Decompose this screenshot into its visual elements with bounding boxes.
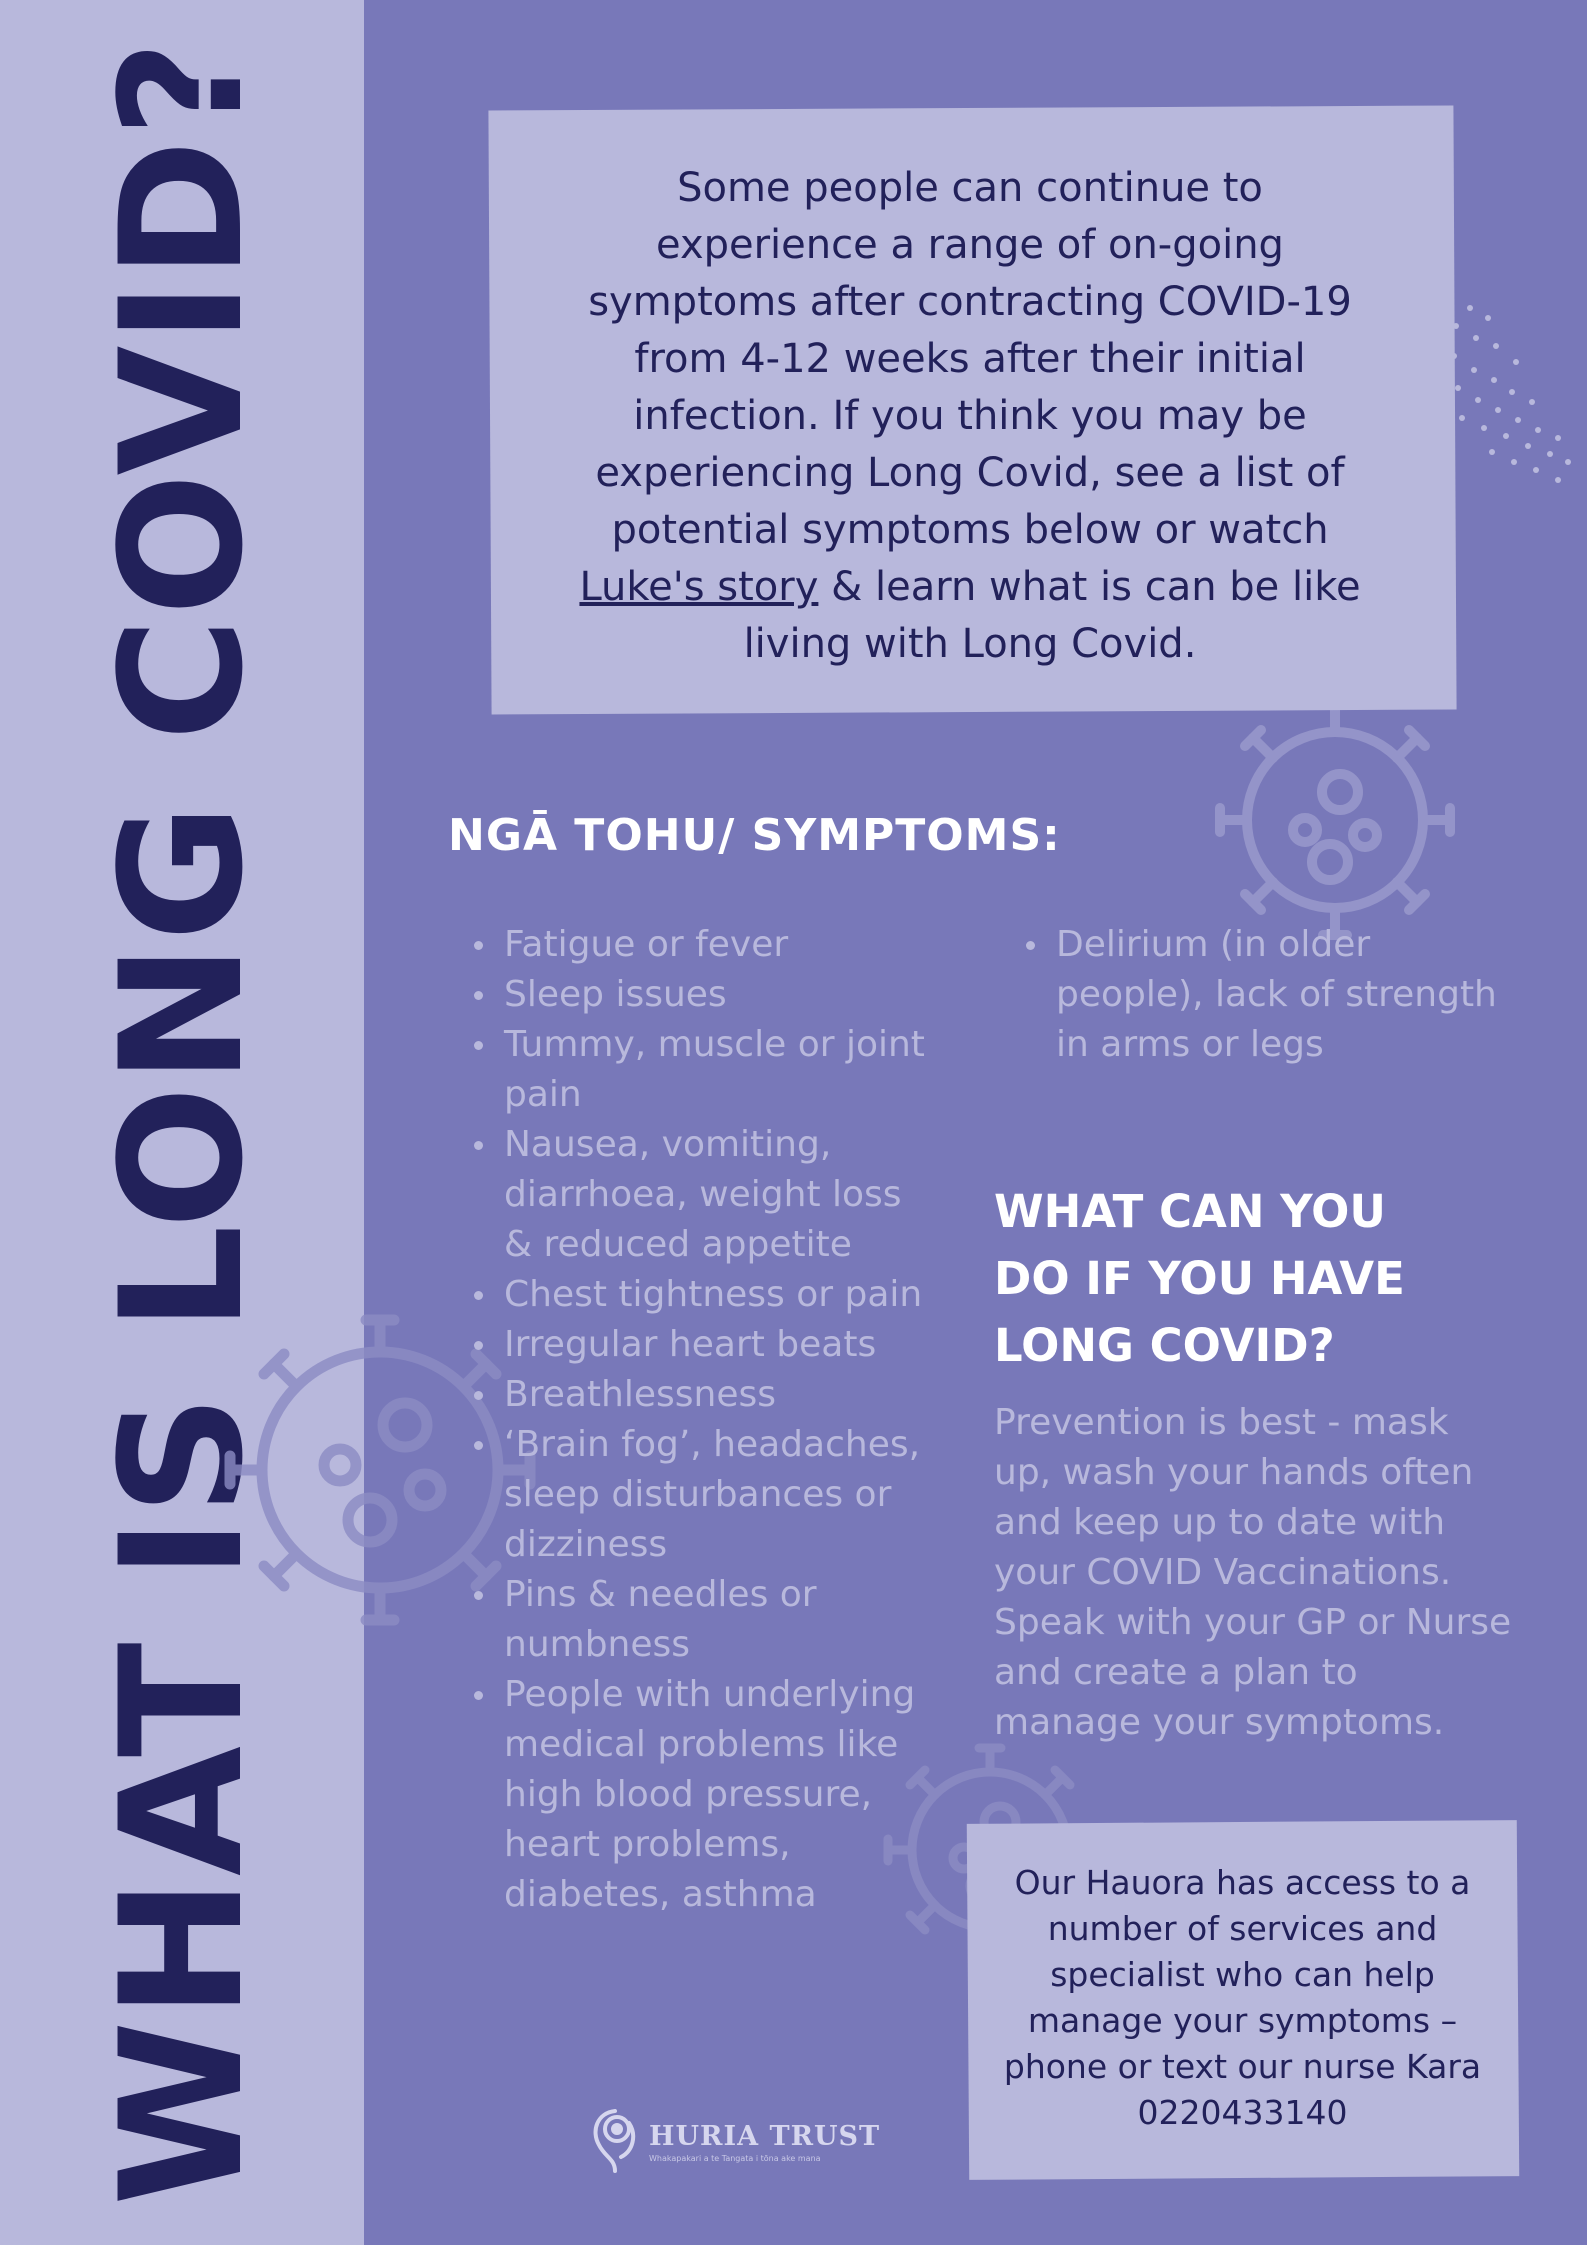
logo-tagline: Whakapakari a te Tangata i tōna ake mana xyxy=(649,2154,821,2163)
lukes-story-link[interactable]: Luke's story xyxy=(579,564,819,610)
what-can-you-do-body: Prevention is best - mask up, wash your hands often and keep up to date with your COVID Vaccinations. Speak with your GP or Nurse and create a plan to manage your symptoms. xyxy=(994,1402,1512,1743)
list-item: Breathlessness xyxy=(472,1370,932,1420)
list-item: Pins & needles or numbness xyxy=(472,1570,932,1670)
contact-text: Our Hauora has access to a number of services and specialist who can help manage your symptoms – phone or text our nurse Kara 0220433140 xyxy=(1003,1863,1482,2132)
title-sidebar xyxy=(0,0,364,2245)
symptoms-heading: NGĀ TOHU/ SYMPTOMS: xyxy=(448,810,1061,861)
list-item: Chest tightness or pain xyxy=(472,1270,932,1320)
list-item: Sleep issues xyxy=(472,970,932,1020)
list-item: Delirium (in older people), lack of strength in arms or legs xyxy=(1024,920,1524,1070)
page-title: WHAT IS LONG COVID? xyxy=(84,38,280,2206)
logo-emblem-icon xyxy=(585,2105,643,2179)
what-can-you-do-heading: WHAT CAN YOU DO IF YOU HAVE LONG COVID? xyxy=(994,1185,1405,1372)
symptoms-list-column-2 xyxy=(1024,920,1524,1070)
dot-pattern-decoration xyxy=(1440,290,1580,490)
list-item: Irregular heart beats xyxy=(472,1320,932,1370)
symptoms-list-column-1 xyxy=(472,920,932,1920)
list-item: ‘Brain fog’, headaches, sleep disturbances or dizziness xyxy=(472,1420,932,1570)
logo-name: HURIA TRUST xyxy=(649,2121,881,2152)
huria-trust-logo xyxy=(585,2105,880,2179)
list-item: Fatigue or fever xyxy=(472,920,932,970)
list-item: People with underlying medical problems like high blood pressure, heart problems, diabetes, asthma xyxy=(472,1670,932,1920)
virus-icon-top xyxy=(1205,690,1465,950)
list-item: Tummy, muscle or joint pain xyxy=(472,1020,932,1120)
intro-text-start: Some people can continue to experience a range of on-going symptoms after contracting COVID-19 from 4-12 weeks after their initial infection. If you think you may be experiencing Long Covid, see a list of potential symptoms below or watch xyxy=(588,165,1352,553)
intro-text xyxy=(570,160,1370,673)
intro-text-end: & learn what is can be like living with Long Covid. xyxy=(743,564,1361,667)
list-item: Nausea, vomiting, diarrhoea, weight loss & reduced appetite xyxy=(472,1120,932,1270)
